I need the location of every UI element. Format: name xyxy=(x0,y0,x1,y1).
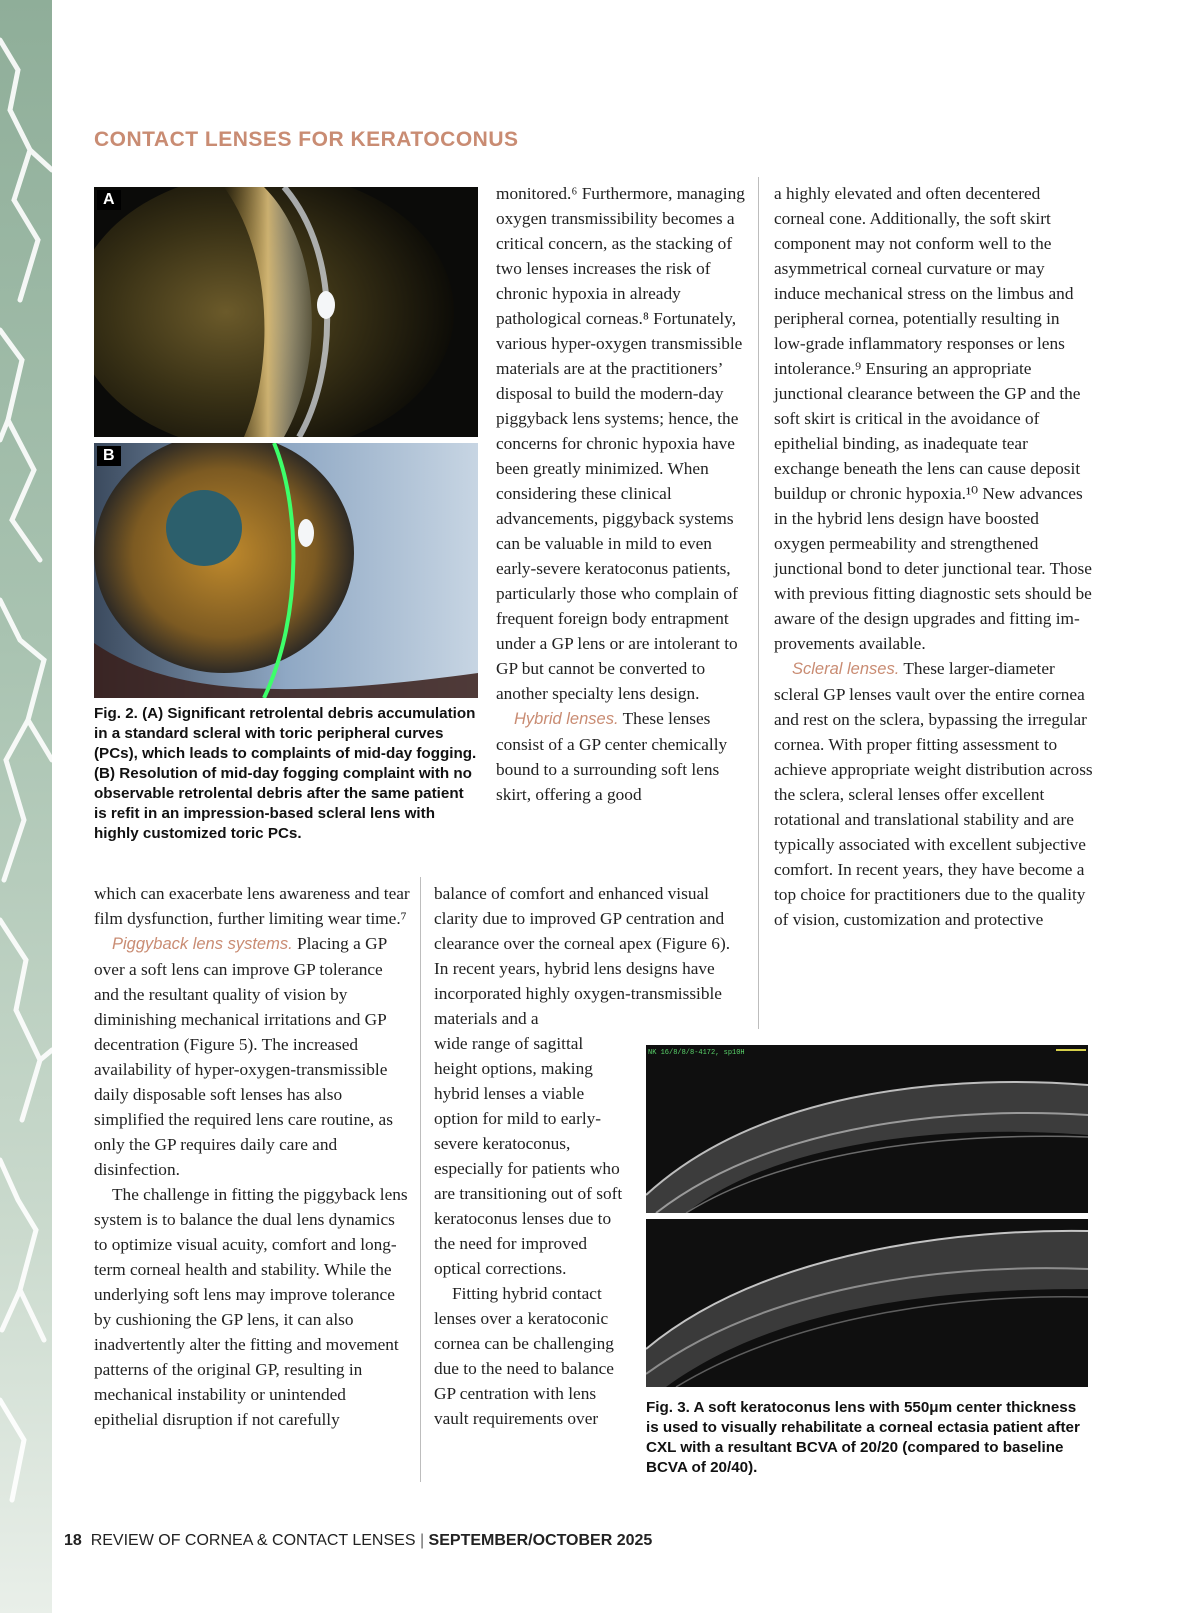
figure-2a-image xyxy=(94,187,478,437)
figure-label-a: A xyxy=(97,190,121,210)
paragraph xyxy=(774,656,1094,932)
paragraph: monitored.⁶ Furthermore, managing oxygen transmissibility becomes a critical concern, as the stacking of two lenses increases the risk of chronic hypoxia in already pathological corneas.⁸ Fortunately, various hyper-oxygen transmissible materials are at the practitioners’ disposal to build the modern-day piggyback lens systems; hence, the concerns for chronic hypoxia have been greatly minimized. When considering these clinical advancements, piggyback systems can be valuable in mild to even early-severe keratoconus patients, particularly those who complain of frequent foreign body entrapment under a GP lens or are intolerant to GP but cannot be converted to another specialty lens design. xyxy=(496,184,745,703)
figure-3-caption: Fig. 3. A soft keratoconus lens with 550μm center thickness is used to visually rehabilitate a corneal ectasia patient after CXL with a resultant BCVA of 20/20 (compared to baseline BCVA of 20/40). xyxy=(646,1399,1080,1476)
oct-scan-bottom xyxy=(646,1219,1088,1387)
subheading-hybrid-lenses: Hybrid lenses. xyxy=(514,710,619,728)
slit-lamp-photo-b xyxy=(94,443,478,698)
footer-separator: | xyxy=(419,1532,425,1549)
paragraph-text: These larger-diameter scleral GP lenses vault over the entire cornea and rest on the sclera, bypassing the irregular cornea. With proper fitting assessment to achieve appropriate weight distribution across the sclera, scleral lenses offer excellent rotational and translational stability and are typically associated with excellent subjective comfort. In recent years, they have become a top choice for practitioners due to the quality of vision, customization and protective xyxy=(774,659,1093,929)
oct-scan-top xyxy=(646,1045,1088,1213)
paragraph: Fitting hybrid contact lenses over a keratoconic cornea can be challenging due to the need to balance GP centration with lens vault requirements over xyxy=(434,1284,614,1428)
page-footer xyxy=(64,1532,652,1550)
page-number: 18 xyxy=(64,1532,82,1549)
oct-scan-label: NK 16/8/8/8-4172, sp10H xyxy=(648,1049,745,1057)
paragraph: which can exacerbate lens awareness and tear film dysfunction, further limiting wear time.⁷ xyxy=(94,884,410,928)
figure-3-top-image xyxy=(646,1045,1088,1213)
column-divider xyxy=(420,877,421,1482)
figure-3-bottom-image xyxy=(646,1219,1088,1387)
paragraph-text: Placing a GP over a soft lens can improve GP tolerance and the resultant quality of vision by diminishing mechanical irritations and GP decentration (Figure 5). The increased availability of hyper-oxygen-transmissible daily disposable soft lenses has also simplified the required lens care routine, as only the GP requires daily care and disinfection. xyxy=(94,934,393,1179)
figure-2-caption: Fig. 2. (A) Significant retrolental debris accumulation in a standard scleral with toric peripheral curves (PCs), which leads to complaints of mid-day fogging. (B) Resolution of mid-day fogging complaint with no observable retrolental debris after the same patient is refit in an impression-based scleral lens with highly customized toric PCs. xyxy=(94,705,477,842)
slit-lamp-photo-a xyxy=(94,187,478,437)
column-1-bottom xyxy=(94,881,410,1432)
subheading-piggyback-lens-systems: Piggyback lens systems. xyxy=(112,935,293,953)
crack-pattern-art xyxy=(0,0,52,1613)
paragraph: wide range of sagittal height options, making hybrid lenses a viable option for mild to early-severe keratoconus, especially for patients who are transitioning out of soft keratoconus lenses due to the need for improved optical corrections. xyxy=(434,1034,623,1278)
column-2-top xyxy=(496,181,750,807)
column-divider xyxy=(758,177,759,1029)
paragraph: balance of comfort and enhanced visual clarity due to improved GP centration and clearance over the corneal apex (Figure 6). In recent years, hybrid lens designs have incorporated highly oxygen-transmissible materials and a xyxy=(434,884,731,1028)
paragraph: a highly elevated and often decentered corneal cone. Additionally, the soft skirt component may not conform well to the asymmetrical corneal curvature or may induce mechanical stress on the limbus and peripheral cornea, potentially resulting in low-grade inflammatory responses or lens intolerance.⁹ Ensuring an appropriate junctional clearance between the GP and the soft skirt is critical in the avoidance of epithelial binding, as inadequate tear exchange beneath the lens can cause deposit buildup or chronic hypoxia.¹⁰ New advances in the hybrid lens design have boosted oxygen permeability and strengthened junctional bond to deter junctional tear. Those with previous fitting diagnostic sets should be aware of the design upgrades and fitting improvements available. xyxy=(774,184,1092,653)
column-2-bottom-wide xyxy=(434,881,740,1031)
column-2-bottom-narrow xyxy=(434,1031,630,1431)
paragraph xyxy=(496,706,750,807)
publication-name: REVIEW OF CORNEA & CONTACT LENSES xyxy=(90,1532,416,1549)
subheading-scleral-lenses: Scleral lenses. xyxy=(792,660,900,678)
figure-2b-image xyxy=(94,443,478,698)
issue-date: SEPTEMBER/OCTOBER 2025 xyxy=(428,1532,653,1549)
paragraph: The challenge in fitting the piggyback lens system is to balance the dual lens dynamics to optimize visual acuity, comfort and long-term corneal health and stability. While the underlying soft lens may improve tolerance by cushioning the GP lens, it can also inadvertently alter the fitting and movement patterns of the original GP, resulting in mechanical instability or unintended epithelial disruption if not carefully xyxy=(94,1185,408,1429)
figure-label-b: B xyxy=(97,446,121,466)
paragraph xyxy=(94,931,410,1182)
paragraph-text: These lenses consist of a GP center chemically bound to a surrounding soft lens skirt, offering a good xyxy=(496,709,728,804)
margin-decoration xyxy=(0,0,52,1613)
section-title: CONTACT LENSES FOR KERATOCONUS xyxy=(94,128,519,151)
column-3-top xyxy=(774,181,1094,932)
